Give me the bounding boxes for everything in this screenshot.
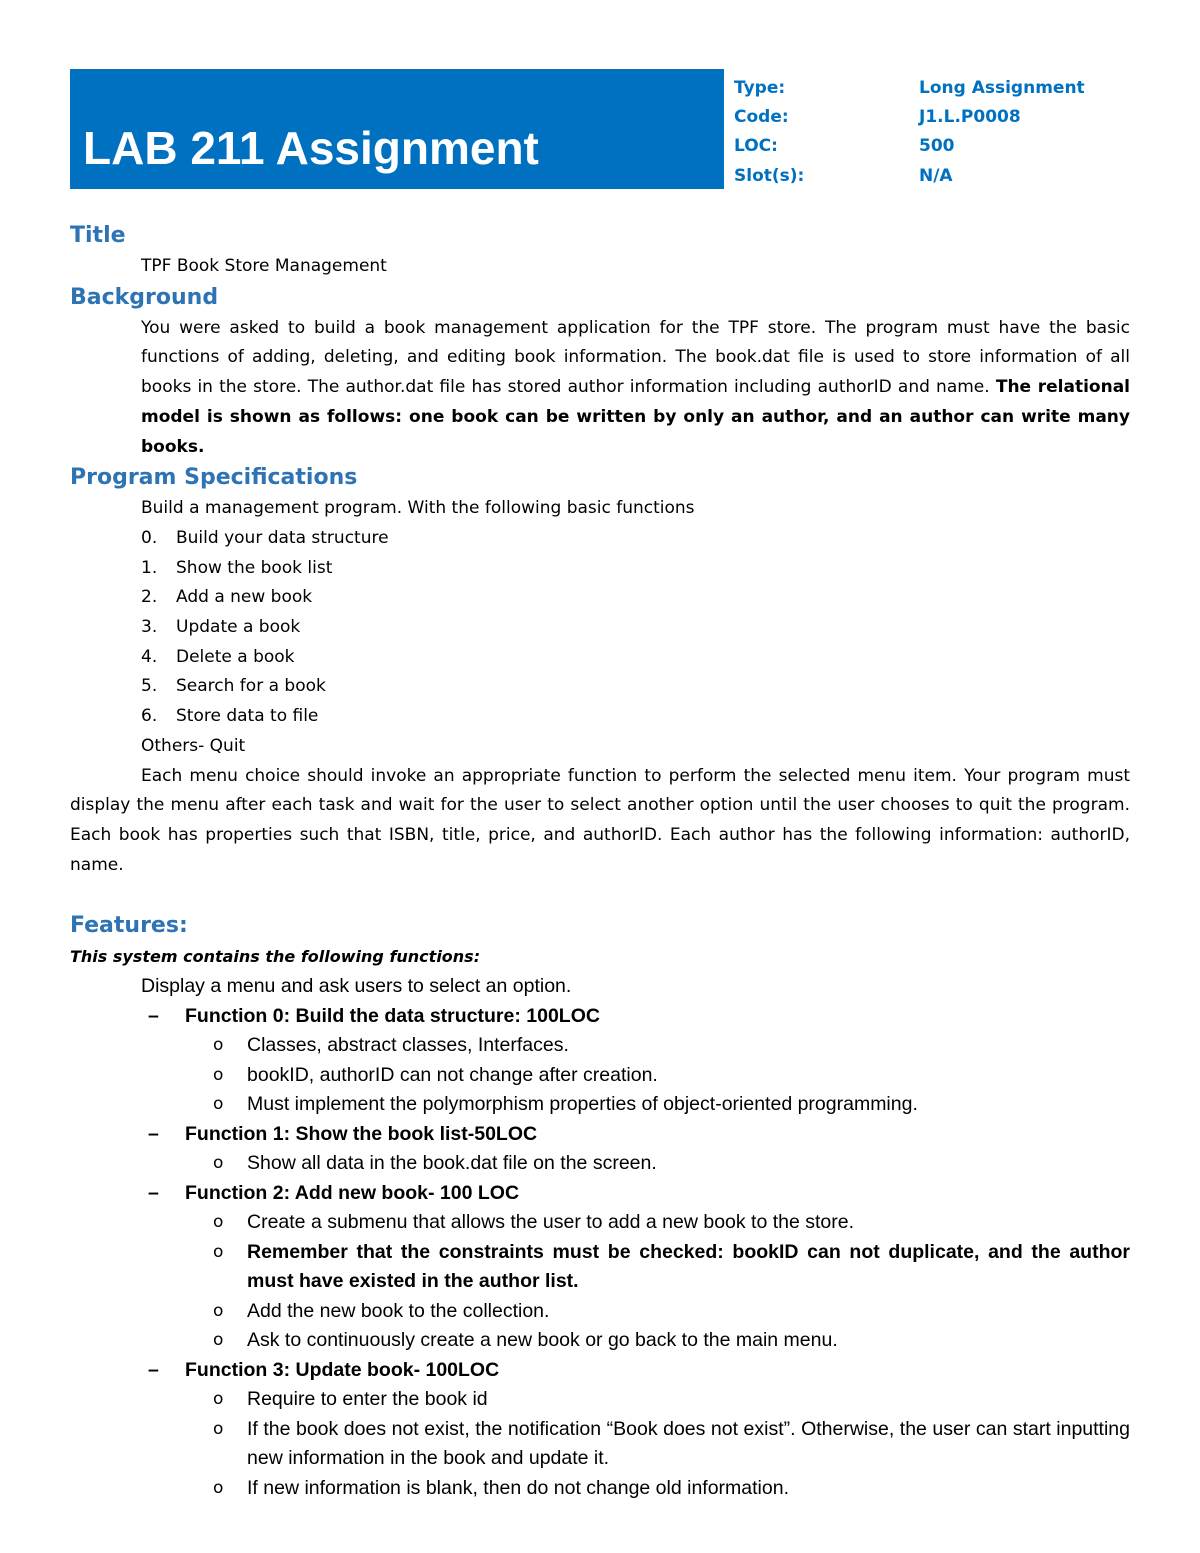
function-bullet: o Add the new book to the collection. <box>70 1297 1130 1327</box>
meta-value: Long Assignment <box>919 78 1085 98</box>
spec-item <box>70 702 1130 732</box>
function-bullet: o Require to enter the book id <box>70 1385 1130 1415</box>
spec-heading: Program Specifications <box>70 465 358 491</box>
spec-item-label: Update a book <box>176 617 301 638</box>
bullet-glyph: o <box>213 1477 224 1498</box>
bullet-glyph: o <box>213 1418 224 1439</box>
banner-title: LAB 211 Assignment <box>83 122 539 174</box>
spec-others: Others- Quit <box>141 735 246 756</box>
meta-value: N/A <box>919 165 953 186</box>
meta-row-slots <box>734 162 1085 191</box>
header-banner <box>70 69 724 189</box>
spec-item-label: Add a new book <box>176 587 313 608</box>
function-bullet: o Remember that the constraints must be checked: bookID can not duplicate, and the author must have existed in the author list. <box>70 1238 1130 1297</box>
title-text: TPF Book Store Management <box>141 256 387 276</box>
background-bold-text: The relational model is shown as follows: one book can be written by only an author, and an author can write many books. <box>141 377 1130 457</box>
dash-glyph: – <box>148 1181 159 1204</box>
meta-row-loc <box>734 132 1085 161</box>
function-bullet: o bookID, authorID can not change after creation. <box>70 1061 1130 1091</box>
title-heading: Title <box>70 223 126 248</box>
bullet-glyph: o <box>213 1094 224 1115</box>
function-bullet: o Show all data in the book.dat file on the screen. <box>70 1149 1130 1179</box>
meta-row-type <box>734 74 1085 103</box>
spec-item-num: 1. <box>141 557 158 578</box>
spec-paragraph: Each menu choice should invoke an appropriate function to perform the selected menu item. Your program must display the menu after each task and wait for the user to select another option until the user chooses to quit the program. Each book has properties such that ISBN, title, price, and authorID. Each author has the following information: authorID, name. <box>70 765 1130 875</box>
assignment-meta <box>734 74 1085 191</box>
function-bullet: o Must implement the polymorphism properties of object-oriented programming. <box>70 1090 1130 1120</box>
spec-item-label: Store data to file <box>176 706 319 727</box>
spec-item-num: 6. <box>141 706 158 727</box>
spec-item-label: Build your data structure <box>176 527 389 548</box>
function-title: – Function 0: Build the data structure: 100LOC <box>70 1002 1130 1032</box>
meta-key: LOC: <box>734 136 778 157</box>
bullet-glyph: o <box>213 1389 224 1410</box>
features-list <box>70 972 1130 1503</box>
bullet-glyph: o <box>213 1212 224 1233</box>
meta-value: J1.L.P0008 <box>919 107 1021 128</box>
dash-glyph: – <box>148 1004 159 1027</box>
spec-item <box>70 583 1130 613</box>
function-bullet: o If the book does not exist, the notification “Book does not exist”. Otherwise, the user can start inputting new information in the book and update it. <box>70 1415 1130 1474</box>
spec-intro: Build a management program. With the following basic functions <box>141 498 695 519</box>
meta-key: Type: <box>734 78 786 98</box>
dash-glyph: – <box>148 1122 159 1145</box>
meta-value: 500 <box>919 136 955 157</box>
spec-item-num: 5. <box>141 676 158 697</box>
bullet-glyph: o <box>213 1153 224 1174</box>
bullet-glyph: o <box>213 1064 224 1085</box>
bullet-glyph: o <box>213 1300 224 1321</box>
spec-item <box>70 613 1130 643</box>
meta-row-code <box>734 103 1085 132</box>
background-text: You were asked to build a book management application for the TPF store. The program must have the basic functions of adding, deleting, and editing book information. The book.dat file is used to store information of all books in the store. The author.dat file has stored author information including authorID and name. <box>141 317 1130 398</box>
function-title: – Function 2: Add new book- 100 LOC <box>70 1179 1130 1209</box>
function-bullet: o If new information is blank, then do not change old information. <box>70 1474 1130 1504</box>
background-heading: Background <box>70 284 219 310</box>
bullet-glyph: o <box>213 1330 224 1351</box>
spec-item <box>70 672 1130 702</box>
spec-item-label: Delete a book <box>176 646 295 667</box>
function-bullet: o Create a submenu that allows the user to add a new book to the store. <box>70 1208 1130 1238</box>
function-title: – Function 3: Update book- 100LOC <box>70 1356 1130 1386</box>
spec-item-label: Search for a book <box>176 676 326 697</box>
document-body <box>70 220 1130 1503</box>
features-intro: Display a menu and ask users to select an option. <box>141 975 572 998</box>
spec-item <box>70 554 1130 584</box>
spec-item-label: Show the book list <box>176 557 333 578</box>
function-title: – Function 1: Show the book list-50LOC <box>70 1120 1130 1150</box>
spec-item-num: 3. <box>141 617 158 638</box>
features-heading: Features: <box>70 913 188 939</box>
spec-item-num: 2. <box>141 587 158 608</box>
features-subtitle: This system contains the following functions: <box>70 947 481 967</box>
dash-glyph: – <box>148 1358 159 1381</box>
meta-key: Code: <box>734 107 789 128</box>
spec-item-num: 0. <box>141 527 158 548</box>
meta-key: Slot(s): <box>734 165 805 186</box>
function-bullet: o Ask to continuously create a new book or go back to the main menu. <box>70 1326 1130 1356</box>
spec-item <box>70 643 1130 673</box>
spacer <box>70 880 1130 910</box>
spec-item <box>70 524 1130 554</box>
spec-item-num: 4. <box>141 646 158 667</box>
bullet-glyph: o <box>213 1035 224 1056</box>
bullet-glyph: o <box>213 1241 224 1262</box>
background-paragraph <box>70 314 1130 463</box>
function-bullet: o Classes, abstract classes, Interfaces. <box>70 1031 1130 1061</box>
